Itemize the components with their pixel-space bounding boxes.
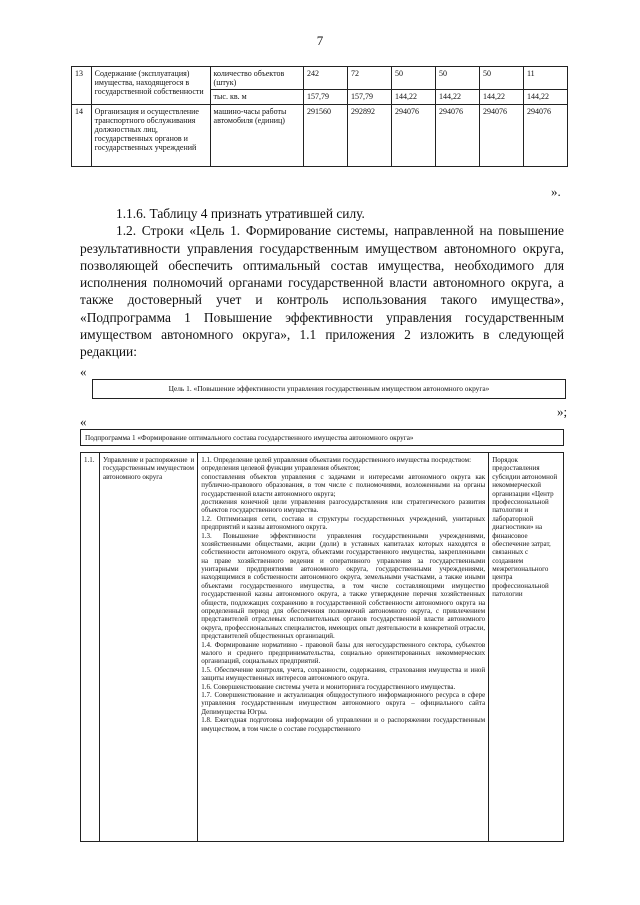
indicators-table bbox=[71, 66, 568, 167]
row-name-text: Управление и распоряжение государственным имуществом автономного округа bbox=[102, 456, 195, 481]
unit-cell: количество объектов (штук) bbox=[210, 67, 303, 90]
body-text bbox=[80, 205, 564, 361]
desc-line: определения целевой функции управления объектом; bbox=[201, 464, 361, 473]
row-number: 14 bbox=[72, 104, 92, 166]
closing-quote: »; bbox=[557, 404, 568, 419]
desc-line: 1.5. Обеспечение контроля, учета, сохранности, содержания, страхования имущества и иной защиты имущественных интересов автономного округа. bbox=[201, 665, 486, 683]
row-name: Организация и осуществление транспортного обслуживания должностных лиц, государственных органов и государственных учреждений bbox=[91, 104, 210, 166]
desc-line: 1.1. Определение целей управления объектами государственного имущества посредством: bbox=[201, 456, 472, 464]
closing-quote: ». bbox=[551, 184, 561, 199]
value-cell: 157,79 bbox=[303, 90, 347, 104]
value-cell: 144,22 bbox=[479, 90, 523, 104]
value-cell: 50 bbox=[479, 67, 523, 90]
subprogram-box: Подпрограмма 1 «Формирование оптимального состава государственного имущества автономного округа» bbox=[80, 429, 564, 446]
conjunction-mark: и bbox=[190, 456, 195, 464]
desc-line: 1.6. Совершенствование системы учета и мониторинга государственного имущества. bbox=[201, 682, 456, 691]
value-cell: 144,22 bbox=[435, 90, 479, 104]
page-number: 7 bbox=[316, 33, 324, 48]
value-cell: 294076 bbox=[391, 104, 435, 166]
value-cell: 11 bbox=[523, 67, 567, 90]
value-cell: 292892 bbox=[347, 104, 391, 166]
table-row bbox=[72, 67, 568, 90]
measures-description bbox=[198, 453, 489, 842]
desc-line: 1.2. Оптимизация сети, состава и структуры государственных учреждений, унитарных предприятий и казны автономного округа. bbox=[201, 514, 486, 532]
row-name bbox=[99, 453, 197, 842]
row-name: Содержание (эксплуатация) имущества, находящегося в государственной собственности bbox=[91, 67, 210, 105]
table-row bbox=[81, 453, 564, 842]
paragraph-1-2: 1.2. Строки «Цель 1. Формирование системы, направленной на повышение результативности управления государственным имуществом автономного округа, позволяющей обеспечить оптимальный состав имущества, необходимого для исполнения полномочий органами государственной власти автономного округа, а также достоверный учет и контроль использования такого имущества», «Подпрограмма 1 Повышение эффективности управления государственным имуществом автономного округа», 1.1 приложения 2 изложить в следующей редакции: bbox=[80, 223, 564, 360]
value-cell: 294076 bbox=[435, 104, 479, 166]
desc-line: 1.4. Формирование нормативно - правовой базы для негосударственного сектора, субъектов малого и среднего предпринимательства, социально ориентированных некоммерческих организаций, социальных предприятий. bbox=[201, 640, 486, 666]
row-number: 13 bbox=[72, 67, 92, 105]
unit-cell: тыс. кв. м bbox=[210, 90, 303, 104]
unit-cell: машино-часы работы автомобиля (единиц) bbox=[210, 104, 303, 166]
value-cell: 72 bbox=[347, 67, 391, 90]
value-cell: 291560 bbox=[303, 104, 347, 166]
value-cell: 294076 bbox=[523, 104, 567, 166]
program-table bbox=[80, 452, 564, 842]
value-cell: 144,22 bbox=[391, 90, 435, 104]
desc-line: достижения конечной цели управления разгосударствления или стратегического развития объектов государственного имущества. bbox=[201, 497, 486, 515]
value-cell: 144,22 bbox=[523, 90, 567, 104]
desc-line: 1.7. Совершенствование и актуализация общедоступного информационного ресурса в сфере управления государственным имуществом автономного округа – официального сайта Депимущества Югры. bbox=[201, 690, 486, 716]
desc-line: 1.3. Повышение эффективности управления государственными учреждениями, хозяйственными обществами, акции (доли) в уставных капиталах которых находятся в собственности автономного округа, объектами государственного имущества, закрепленными на праве хозяйственного ведения и оперативного управления за государственными унитарными предприятиями автономного округа, государственными учреждениями, находящимися в собственности автономного округа, земельными участками, а также иными объектами государственного имущества, в том числе составляющими имущество государственной казны автономного округа, а также утверждение перечня хозяйственных обществ, подлежащих сохранению в государственной собственности автономного округа на определенный период для обеспечения полномочий автономного округа, с привлечением представителей отраслевых исполнительных органов государственной власти автономного округа, профессиональных специалистов, имеющих опыт деятельности в конкретной отрасли, представителей общественных организаций. bbox=[201, 531, 486, 641]
paragraph-1-1-6: 1.1.6. Таблицу 4 признать утратившей силу. bbox=[116, 206, 365, 221]
opening-quote: « bbox=[80, 414, 87, 429]
value-cell: 242 bbox=[303, 67, 347, 90]
regulation-note: Порядок предоставления субсидии автономной некоммерческой организации «Центр профессиональной патологии и лабораторной диагностики» на финансовое обеспечение затрат, связанных с созданием межрегионального центра профессиональной патологии bbox=[489, 453, 564, 842]
row-number: 1.1. bbox=[81, 453, 100, 842]
table-row bbox=[72, 104, 568, 166]
desc-line: сопоставления объектов управления с задачами и интересами автономного округа как публично-правового образования, в том числе с полномочиями, возложенными на органы государственной власти автономного округа; bbox=[201, 472, 486, 498]
value-cell: 50 bbox=[435, 67, 479, 90]
desc-line: 1.8. Ежегодная подготовка информации об управлении и о распоряжении государственным имуществом, в том числе о составе государственного bbox=[201, 716, 486, 733]
goal-box: Цель 1. «Повышение эффективности управления государственным имуществом автономного округа» bbox=[92, 379, 566, 399]
value-cell: 157,79 bbox=[347, 90, 391, 104]
opening-quote: « bbox=[80, 364, 87, 379]
value-cell: 50 bbox=[391, 67, 435, 90]
value-cell: 294076 bbox=[479, 104, 523, 166]
